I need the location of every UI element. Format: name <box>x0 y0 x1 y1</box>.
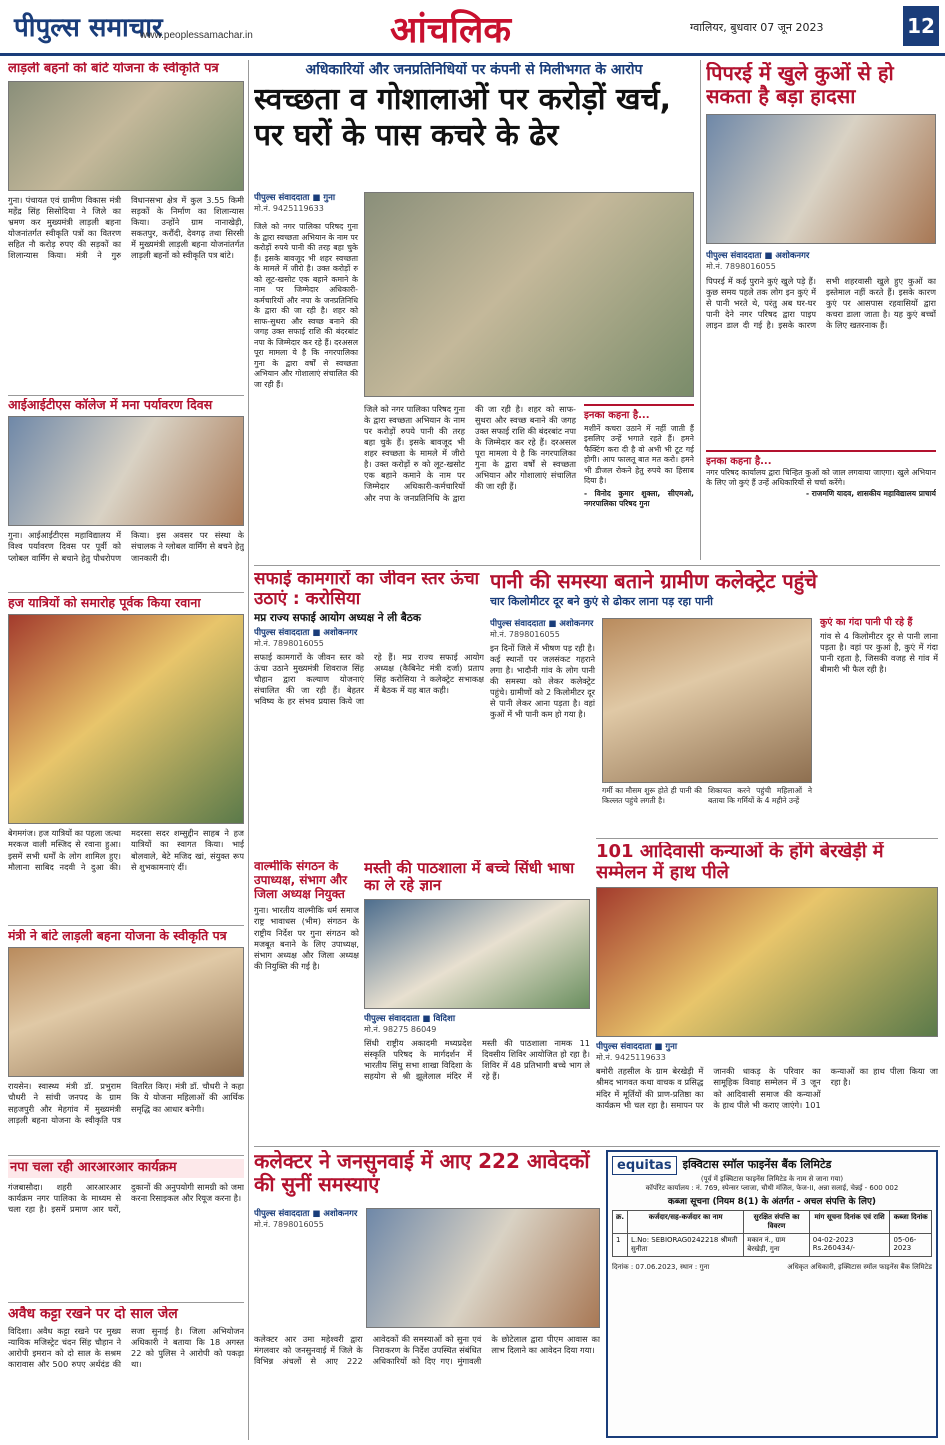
photo <box>8 81 244 191</box>
cell: 1 <box>613 1234 628 1257</box>
byline: पीपुल्स संवाददाता ■ अशोकनगर <box>490 619 594 629</box>
photo-caption: गर्मी का मौसम शुरू होते ही पानी की किल्लत पहुंचे लगती है। <box>602 786 702 806</box>
quote-text: मशीनें कचरा उठाने में नहीं जाती हैं इसलिए उन्हें भगाते रहते हैं। हमने फैक्टिंग करा दी है वो अभी भी टूट गई होगी। आप फालतू बात मत करो। हमने भी डीजल रोकने हेतु रुपये का हिसाब दिया है। <box>584 423 694 486</box>
story-body-continued: जिले को नगर पालिका परिषद गुना के द्वारा स्वच्छता अभियान के नाम पर करोड़ों रुपये पानी की तरह बहा चुके हैं। इसके बावजूद भी शहर स्वच्छता के मामले में जीरो है। उक्त करोड़ों रु को लूट-खसोट एक बहाने कमाने के नाम पर जिम्मेदार अधिकारी-कर्मचारियों और नपा के जनप्रतिनिधि के द्वारा की जा रही है। शहर को साफ-सुथरा और स्वच्छ बनाने की जगह उक्त सफाई राशि की बंदरबांट नपा के जिम्मेदार कर रहे हैं। दरअसल पूरा मामला ये है कि नगरपालिका गुना के द्वारा वर्षों से स्वच्छता अभियान और गोशालाएं संचालित की जा रही हैं। <box>364 404 576 503</box>
equitas-logo: equitas <box>612 1156 677 1175</box>
masthead <box>0 0 945 56</box>
mobile: मो.नं. 7898016055 <box>254 639 324 649</box>
photo <box>364 899 590 1009</box>
story-body: गुना। आईआईटीएस महाविद्यालय में विश्व पर्यावरण दिवस पर पूर्वी को प्लोबल वार्मिंग से बचाने हेतु पौधरोपण किया। इस अवसर पर संस्था के संचालक ने ग्लोबल वार्मिंग से बचने हेतु जानकारी दी। <box>8 530 244 563</box>
story-safai-karmachari <box>254 570 484 865</box>
dateline: ग्वालियर, बुधवार 07 जून 2023 <box>690 21 824 34</box>
brand-logo: पीपुल्स समाचार <box>14 13 163 43</box>
mobile: मो.नं. 9425119633 <box>596 1053 666 1063</box>
th-property: सुरक्षित संपत्ति का विवरण <box>744 1211 809 1234</box>
photo <box>596 887 938 1037</box>
story-pathshala <box>364 860 590 1140</box>
byline: पीपुल्स संवाददाता ■ गुना <box>596 1042 678 1053</box>
subheadline: चार किलोमीटर दूर बने कुएं से ढोकर लाना पड़ रहा पानी <box>490 595 714 608</box>
story-body: सफाई कामगारों के जीवन स्तर को ऊंचा उठाने मुख्यमंत्री शिवराज सिंह चौहान द्वारा कल्याण योजनाएं संचालित की जा रही हैं। बेहतर भविष्य के हर संभव प्रयास किये जा रहे हैं। मप्र राज्य सफाई आयोग अध्यक्ष (कैबिनेट मंत्री दर्जा) प्रताप सिंह करोसिया ने कलेक्ट्रेट सभाकक्ष में बैठक में यह बात कही। <box>254 652 484 707</box>
ad-office: कॉर्पोरेट कार्यालय : नं. 769, स्पेन्सर प्लाजा, चौथी मंजिल, फेज-II, अन्ना सलाई, चेन्नई - 600 002 <box>645 1184 899 1193</box>
cell: मकान नं., ग्राम बेरखेड़ी, गुना <box>744 1234 809 1257</box>
headline: पानी की समस्या बताने ग्रामीण कलेक्ट्रेट पहुंचे <box>490 570 817 593</box>
ad-notice-title: कब्जा सूचना (नियम 8(1) के अंतर्गत - अचल संपत्ति के लिए) <box>667 1196 877 1207</box>
ad-company: इक्विटास स्मॉल फाइनेंस बैंक लिमिटेड <box>682 1158 832 1172</box>
th-borrower: कर्जदार/सह-कर्जदार का नाम <box>628 1211 744 1234</box>
ad-date: दिनांक : 07.06.2023, स्थान : गुना <box>612 1263 710 1272</box>
quote-box <box>706 450 936 499</box>
story-body: कलेक्टर आर उमा महेश्वरी द्वारा मंगलवार को जनसुनवाई में जिले के विभिन्न अंचलों से आए 222 आवेदकों की समस्याओं को सुना एवं निराकरण के निर्देश उपस्थित संबंधित अधिकारियों को दिए गए। मुंगावली के छोटेलाल द्वारा पीएम आवास का लाभ दिलाने का आवेदन दिया गया। <box>254 1334 600 1367</box>
mobile: मो.नं. 9425119633 <box>254 204 324 213</box>
equitas-possession-notice <box>606 1150 938 1438</box>
headline: सफाई कामगारों का जीवन स्तर ऊंचा उठाएं : करोसिया <box>254 570 480 609</box>
story-minister-raisen <box>8 929 244 1151</box>
photo <box>8 416 244 526</box>
byline: पीपुल्स संवाददाता ■ अशोकनगर <box>254 1209 358 1219</box>
story-katta <box>8 1306 244 1440</box>
story-valmiki <box>254 860 359 1140</box>
story-ladli-guna <box>8 62 244 392</box>
quote-attribution: - विनोद कुमार शुक्ला, सीएमओ, नगरपालिका परिषद गुना <box>584 488 694 508</box>
headline: हज यात्रियों को समारोह पूर्वक किया रवाना <box>8 596 201 610</box>
story-body: जिले को नगर पालिका परिषद गुना के द्वारा स्वच्छता अभियान के नाम पर करोड़ों रुपये पानी की तरह बहा चुके हैं। इसके बावजूद भी शहर स्वच्छता के मामले में जीरो है। उक्त करोड़ों रु को लूट-खसोट एक बहाने कमाने के नाम पर जिम्मेदार अधिकारी-कर्मचारियों और नपा के जनप्रतिनिधि के द्वारा की जा रही है। शहर को साफ-सुथरा और स्वच्छ बनाने की जगह उक्त सफाई राशि की बंदरबांट नपा के जिम्मेदार कर रहे हैं। दरअसल पूरा मामला ये है कि नगरपालिका गुना के द्वारा वर्षों से स्वच्छता अभियान और गोशालाएं संचालित की जा रही हैं। <box>254 222 358 389</box>
photo <box>364 192 694 397</box>
possession-table <box>612 1210 932 1257</box>
headline: मस्ती की पाठशाला में बच्चे सिंधी भाषा का ले रहे ज्ञान <box>364 860 575 895</box>
story-iits <box>8 398 244 588</box>
story-water-problem <box>490 570 938 835</box>
byline: पीपुल्स संवाददाता ■ विदिशा <box>364 1013 456 1024</box>
table-row <box>613 1234 932 1257</box>
photo <box>602 618 812 783</box>
byline: पीपुल्स संवाददाता ■ अशोकनगर <box>254 628 358 639</box>
photo <box>706 114 936 244</box>
quote-text: नगर परिषद कार्यालय द्वारा चिन्हित कुओं को जाल लगवाया जाएगा। खुले अभियान के लिए जो कुएं हैं उन्हें अधिकारियों से चर्चा करेंगे। <box>706 467 936 488</box>
headline: कलेक्टर ने जनसुनवाई में आए 222 आवेदकों की सुनीं समस्याएं <box>254 1150 590 1196</box>
quote-attribution: - राजमणि यादव, शासकीय महाविद्यालय प्राचार्य <box>806 488 936 498</box>
th-possession: कब्जा दिनांक <box>890 1211 932 1234</box>
kicker: अधिकारियों और जनप्रतिनिधियों पर कंपनी से मिलीभगत के आरोप <box>305 62 643 78</box>
photo <box>8 947 244 1077</box>
story-body: रायसेन। स्वास्थ्य मंत्री डॉ. प्रभुराम चौधरी ने सांची जनपद के ग्राम सहजपुरी और मेहगांव में मुख्यमंत्री लाड़ली बहना योजना के स्वीकृति पत्र वितरित किए। मंत्री डॉ. चौधरी ने कहा कि ये योजना महिलाओं की आर्थिक समृद्धि का आधार बनेगी। <box>8 1081 244 1125</box>
byline: पीपुल्स संवाददाता ■ गुना <box>254 193 336 203</box>
story-collector-jansunwai <box>254 1150 600 1440</box>
story-body: पिपरई में कई पुराने कुएं खुले पड़े हैं। कुछ समय पहले तक लोग इन कुएं में से पानी भरते थे, परंतु अब घर-घर पानी देने नगर परिषद द्वारा पाइप लाइन डाल दी गई है। इसके कारण सभी शहरवासी खुले हुए कुओं का इस्तेमाल नहीं करते हैं। इसके कारण कुएं पर आसपास रहवासियों द्वारा कचरा डाला जाता है। यह कुएं बच्चों के लिए खतरनाक हैं। <box>706 276 936 331</box>
headline: लाड़ली बहनों को बांटे योजना के स्वीकृति पत्र <box>8 62 219 76</box>
quote-box <box>584 404 694 582</box>
mobile: मो.नं. 7898016055 <box>706 262 776 271</box>
ad-signatory: अधिकृत अधिकारी, इक्विटास स्मॉल फाइनेंस बैंक लिमिटेड <box>787 1263 932 1272</box>
th-demand: मांग सूचना दिनांक एवं राशि <box>809 1211 890 1234</box>
story-body: इन दिनों जिले में भीषण पड़ रही है। कई स्थानों पर जलसंकट गहराने लगा है। भादौनी गांव के लोग पानी की समस्या को लेकर कलेक्ट्रेट पहुंचे। ग्रामीणों को 2 किलोमीटर दूर से पानी लेकर आना पड़ता है। वहां कुओं में भी पानी कम हो गया है। <box>490 643 595 720</box>
cell: 04-02-2023 Rs.260434/- <box>809 1234 890 1257</box>
headline: मंत्री ने बांटे लाड़ली बहना योजना के स्वीकृति पत्र <box>8 929 227 943</box>
ad-subtitle: (पूर्व में इक्विटास फाइनेंस लिमिटेड के नाम से जाना गया) <box>700 1175 844 1183</box>
mobile: मो.नं. 98275 86049 <box>364 1024 437 1034</box>
headline: पिपरई में खुले कुओं से हो सकता है बड़ा हादसा <box>706 62 894 108</box>
headline: अवैध कट्टा रखने पर दो साल जेल <box>8 1306 178 1322</box>
headline: वाल्मीकि संगठन के उपाध्यक्ष, संभाग और जिला अध्यक्ष नियुक्त <box>254 860 348 901</box>
photo <box>8 614 244 824</box>
th-sr: क्र. <box>613 1211 628 1234</box>
story-adivasi-wedding <box>596 842 938 1142</box>
headline: 101 आदिवासी कन्याओं के होंगे बेरखेड़ी में सम्मेलन में हाथ पीले <box>596 842 884 883</box>
story-pipari-wells <box>706 62 936 562</box>
story-body: बेगमगंज। हज यात्रियों का पहला जत्था मरकज वाली मस्जिद से रवाना हुआ। इसमें सभी धर्मों के लोग शामिल हुए। मौलाना साबिद नदवी ने दुआ की। मदरसा सदर शम्सुद्दीन साहब ने हज यात्रियों का स्वागत किया। भाई बोलवाले, बेटे मजिद खां, संयुक्त रूप से शुभकामनाएं दीं। <box>8 828 244 872</box>
photo <box>366 1208 600 1328</box>
story-body: गंजबासौदा। शहरी आरआरआर कार्यक्रम नगर पालिका के माध्यम से चला रहा है। इसमें प्रमाण आर घरों, दुकानों की अनुपयोगी सामग्री को जमा करना रिसाइकल और रियूज करना है। <box>8 1181 244 1215</box>
story-body: बमोरी तहसील के ग्राम बेरखेड़ी में श्रीमद भागवत कथा वाचक व प्रसिद्ध मंदिर में मूर्तियों की प्राण-प्रतिष्ठा का कार्यक्रम भी चल रहा है। समापन पर जानकी धाकड़ के परिवार का सामूहिक विवाह सम्मेलन में 3 जून को आदिवासी समाज की कन्याओं के हाथ पीले भी कराए जाएंगे। 101 कन्याओं का हाथ पीला किया जा रहा है। <box>596 1066 938 1110</box>
section-title: आंचलिक <box>390 10 512 51</box>
story-body: विदिशा। अवैध कट्टा रखने पर मुख्य न्यायिक मजिस्ट्रेट चंदन सिंह चौहान ने आरोपी इमरान को दो साल के सश्रम कारावास और 500 रुपए अर्थदंड की सजा सुनाई है। जिला अभियोजन अधिकारी ने बताया कि 18 अगस्त 22 को पुलिस ने आरोपी को पकड़ा था। <box>8 1326 244 1370</box>
story-body: गुना। भारतीय वाल्मीकि धर्म समाज राष्ट्र भावाधस (भीम) संगठन के राष्ट्रीय निर्देश पर गुना संगठन को मजबूत बनाने के लिए उपाध्यक्ष, संभाग अध्यक्ष और जिला अध्यक्ष की नियुक्ति की गई है। <box>254 905 359 971</box>
story-body: सिंधी राष्ट्रीय अकादमी मध्यप्रदेश संस्कृति परिषद के मार्गदर्शन में भारतीय सिंधु सभा शाखा विदिशा के सहयोग से श्री झूलेलाल मंदिर में मस्ती की पाठशाला नामक 11 दिवसीय शिविर आयोजित हो रहा है। शिविर में 48 प्रतिभागी बच्चे भाग ले रहे हैं। <box>364 1037 590 1081</box>
page-number: 12 <box>903 6 939 46</box>
mobile: मो.नं. 7898016055 <box>490 630 560 639</box>
byline: पीपुल्स संवाददाता ■ अशोकनगर <box>706 251 810 261</box>
headline: स्वच्छता व गोशालाओं पर करोड़ों खर्च, पर घरों के पास कचरे के ढेर <box>254 82 671 154</box>
headline: आईआईटीएस कॉलेज में मना पर्यावरण दिवस <box>8 398 213 412</box>
brand-url[interactable]: www.peoplessamachar.in <box>140 30 253 41</box>
story-main-swachhta <box>254 62 694 582</box>
side-heading: कुएं का गंदा पानी पी रहे हैं <box>820 617 913 628</box>
quote-heading: इनका कहना है... <box>584 410 650 421</box>
quote-heading: इनका कहना है... <box>706 456 772 467</box>
cell: 05-06-2023 <box>890 1234 932 1257</box>
story-rrr <box>8 1159 244 1299</box>
story-haj <box>8 596 244 921</box>
cell: L.No: SEBIORAG0242218 श्रीमती सुनीता <box>628 1234 744 1257</box>
photo-caption-2: शिकायत करने पहुंची महिलाओं ने बताया कि गर्मियों के 4 महीने उन्हें <box>708 786 812 806</box>
story-body: गुना। पंचायत एवं ग्रामीण विकास मंत्री महेंद्र सिंह सिसोदिया ने जिले का भ्रमण कर मुख्यमंत्री लाड़ली बहना योजनांतर्गत स्वीकृति पत्रों का वितरण सहित नौ करोड़ रुपए की सड़कों का शिलान्यास किया। मंत्री ने गुरु विधानसभा क्षेत्र में कुल 3.55 किमी सड़कों के निर्माण का शिलान्यास किया। उन्होंने ग्राम नानाखेड़ी, सकतपुर, करौंदी, देवगढ़ तथा सिरसी में मुख्यमंत्री लाड़ली बहना योजनांतर्गत लाड़ली बहनों को स्वीकृति पत्र बांटे। <box>8 194 244 261</box>
subheadline: मप्र राज्य सफाई आयोग अध्यक्ष ने ली बैठक <box>254 612 421 625</box>
side-body: गांव से 4 किलोमीटर दूर से पानी लाना पड़ता है। वहां पर कुआं है, कुएं में गंदा पानी रहता है, जिसकी वजह से गांव में बीमारी भी फैल रही है। <box>820 630 938 675</box>
headline: नपा चला रही आरआरआर कार्यक्रम <box>8 1159 244 1178</box>
mobile: मो.नं. 7898016055 <box>254 1220 324 1229</box>
